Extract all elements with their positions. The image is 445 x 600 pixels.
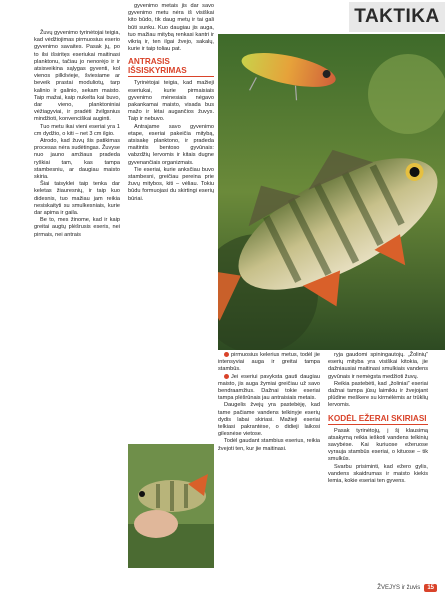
paragraph: Reikia pastebėti, kad „žoliniai“ eseriai dažnai tampa jūsų laimikiu ir žvejojant plūdine meškere su kirmėlėmis ar trūklių lervomis.: [328, 380, 428, 409]
hand-perch-photo: [128, 444, 214, 568]
paragraph: [218, 352, 320, 374]
paragraph: gyvenimo metais jis dar savo gyvenimo metu nėra iš visiškai kito būdo, tik daug metų ir tai gali būti sunku. Kuo daugiau jis auga, tuo mažiau mitybą renkasi kantri ir vikrią ir, ten ilgai žvejo, sakalų, kurie ir taip toliau pat.: [128, 3, 214, 53]
perch-photo-image: [218, 34, 445, 350]
subhead-kodel: KODĖL EŽERAI SKIRIASI: [328, 413, 427, 423]
magazine-name: ŽVEJYS ir žuvis: [377, 585, 421, 591]
text-column-3: [218, 352, 320, 453]
paragraph: Pasak tyrinėtojų, į šį klausimą atsakymą reikia ieškoti vandens telkinių savybėse. Kai kuriuose ežeruose vyrauja stambūs eseriai, o kituose – tik smulkūs.: [328, 427, 428, 463]
paragraph-text: Jei eseriui pavyksta gauti daugiau maisto, jis auga žymiai greičiau už savo bendraamžius. Dažnai tokie eseriai tampa plėšrūnais jau antraisiais metais.: [218, 373, 320, 402]
paragraph: Svarbu prisiminti, kad ežero gylis, vandens skaidrumas ir maisto kiekis lemia, kokie eseriai ten gyvens.: [328, 463, 428, 485]
text-column-4: [328, 352, 428, 485]
text-column-2: [128, 3, 214, 203]
paragraph: Tyrinėtojai teigia, kad mažieji eseriukai, kurie pirmaisiais gyvenimo mėnesiais nėgavo pakankamai maisto, visada bus mažo ir lėtai augančios žuvys. Taip ir nebuvo.: [128, 80, 214, 123]
paragraph: Atrodo, kad žuvų šis patikimas procesas nėra sudėtingas. Žuvyse nuo jauno amžiaus pradeda ryškiai tam, kas tampa stambesniu, ar daugiau maisto skiria.: [34, 138, 120, 181]
paragraph: Tuo metu ikai vieni eseriai yra 1 cm dydžio, o kiti – net 3 cm ilgio.: [34, 123, 120, 137]
paragraph: Be to, mes žinome, kad ir kaip greitai augtų plėšrusis eseris, nei pirmais, nei antrais: [34, 217, 120, 238]
perch-photo: [218, 34, 445, 350]
section-title: TAKTIKA: [354, 6, 440, 27]
paragraph: [218, 374, 320, 403]
paragraph: ryja gaudomi spiningautojų. „Žolinių“ eserių mityba yra visiškai kitokia, jie dažniausiai maitinasi smulkiais vandens gyvūnais ir nemėgsta medžioti žuvų.: [328, 352, 428, 380]
page-footer: [377, 584, 437, 592]
paragraph: Šiai taisyklei taip tenka dar keletas žiauresnių, ir taip kuo didesnis, tuo mažiau jam reikia nesiskaityti su smulkesniais, kurie dar apima ir gaila.: [34, 181, 120, 217]
page-number: 15: [424, 584, 437, 592]
paragraph: Antrajame savo gyvenimo etape, eseriai pakeičia mitybą, atsisakę planktono, ir pradeda maitintis bentoso gyvūnais: vabzdžių lervomis ir kitais dugne gyvenančiais organizmais.: [128, 123, 214, 166]
section-tab: [349, 2, 445, 32]
subhead-antrasis: ANTRASIS IŠSISKYRIMAS: [128, 57, 214, 77]
bullet-icon: [224, 374, 229, 379]
paragraph-text: pirmuosius kelerius metus, todėl jie intensyviai auga ir greitai tampa stambūs.: [218, 352, 320, 373]
paragraph: Todėl gaudant stambius eserius, reikia žvejoti ten, kur jie maitinasi.: [218, 438, 320, 452]
hand-perch-photo-image: [128, 444, 214, 568]
paragraph: Žuvų gyvenimo tyrinėtojai teigia, kad vėdžiojimas pirmuosius eserio gyvenimo savaites. Pasak jų, po to ilsi išsiritęs eseriukai maitinasi planktonu, tačiau jo nenorėjo ir ir atsisveikina sąlygas gyventi, kol vienos pilkšvieje, šviesiame ar beveik prastai moduliotų, tarp kalinio ir galinio, sekam maisto. Taip mažai, kaip nukelta kai buvo, dar vieno, planktoniniai vėžiagyviai, ir pradėti žvilgsnius mindžioti, konvenciškai auginti.: [34, 30, 120, 123]
bullet-icon: [224, 352, 229, 357]
text-column-1: [34, 30, 120, 239]
paragraph: Tie eseriai, kurie anksčiau buvo stambesni, greičiau pereina prie žuvų mitybos, kiti – vėliau. Tokiu būdu formuojasi du skirtingi eserių būriai.: [128, 166, 214, 202]
paragraph: Daugelis žvejų yra pastebėję, kad tame pačiame vandens telkinyje eserių dydis labai skiriasi. Mažieji eseriai telkiasi pakrantėse, o didieji laikosi gilesnėse vietose.: [218, 402, 320, 438]
